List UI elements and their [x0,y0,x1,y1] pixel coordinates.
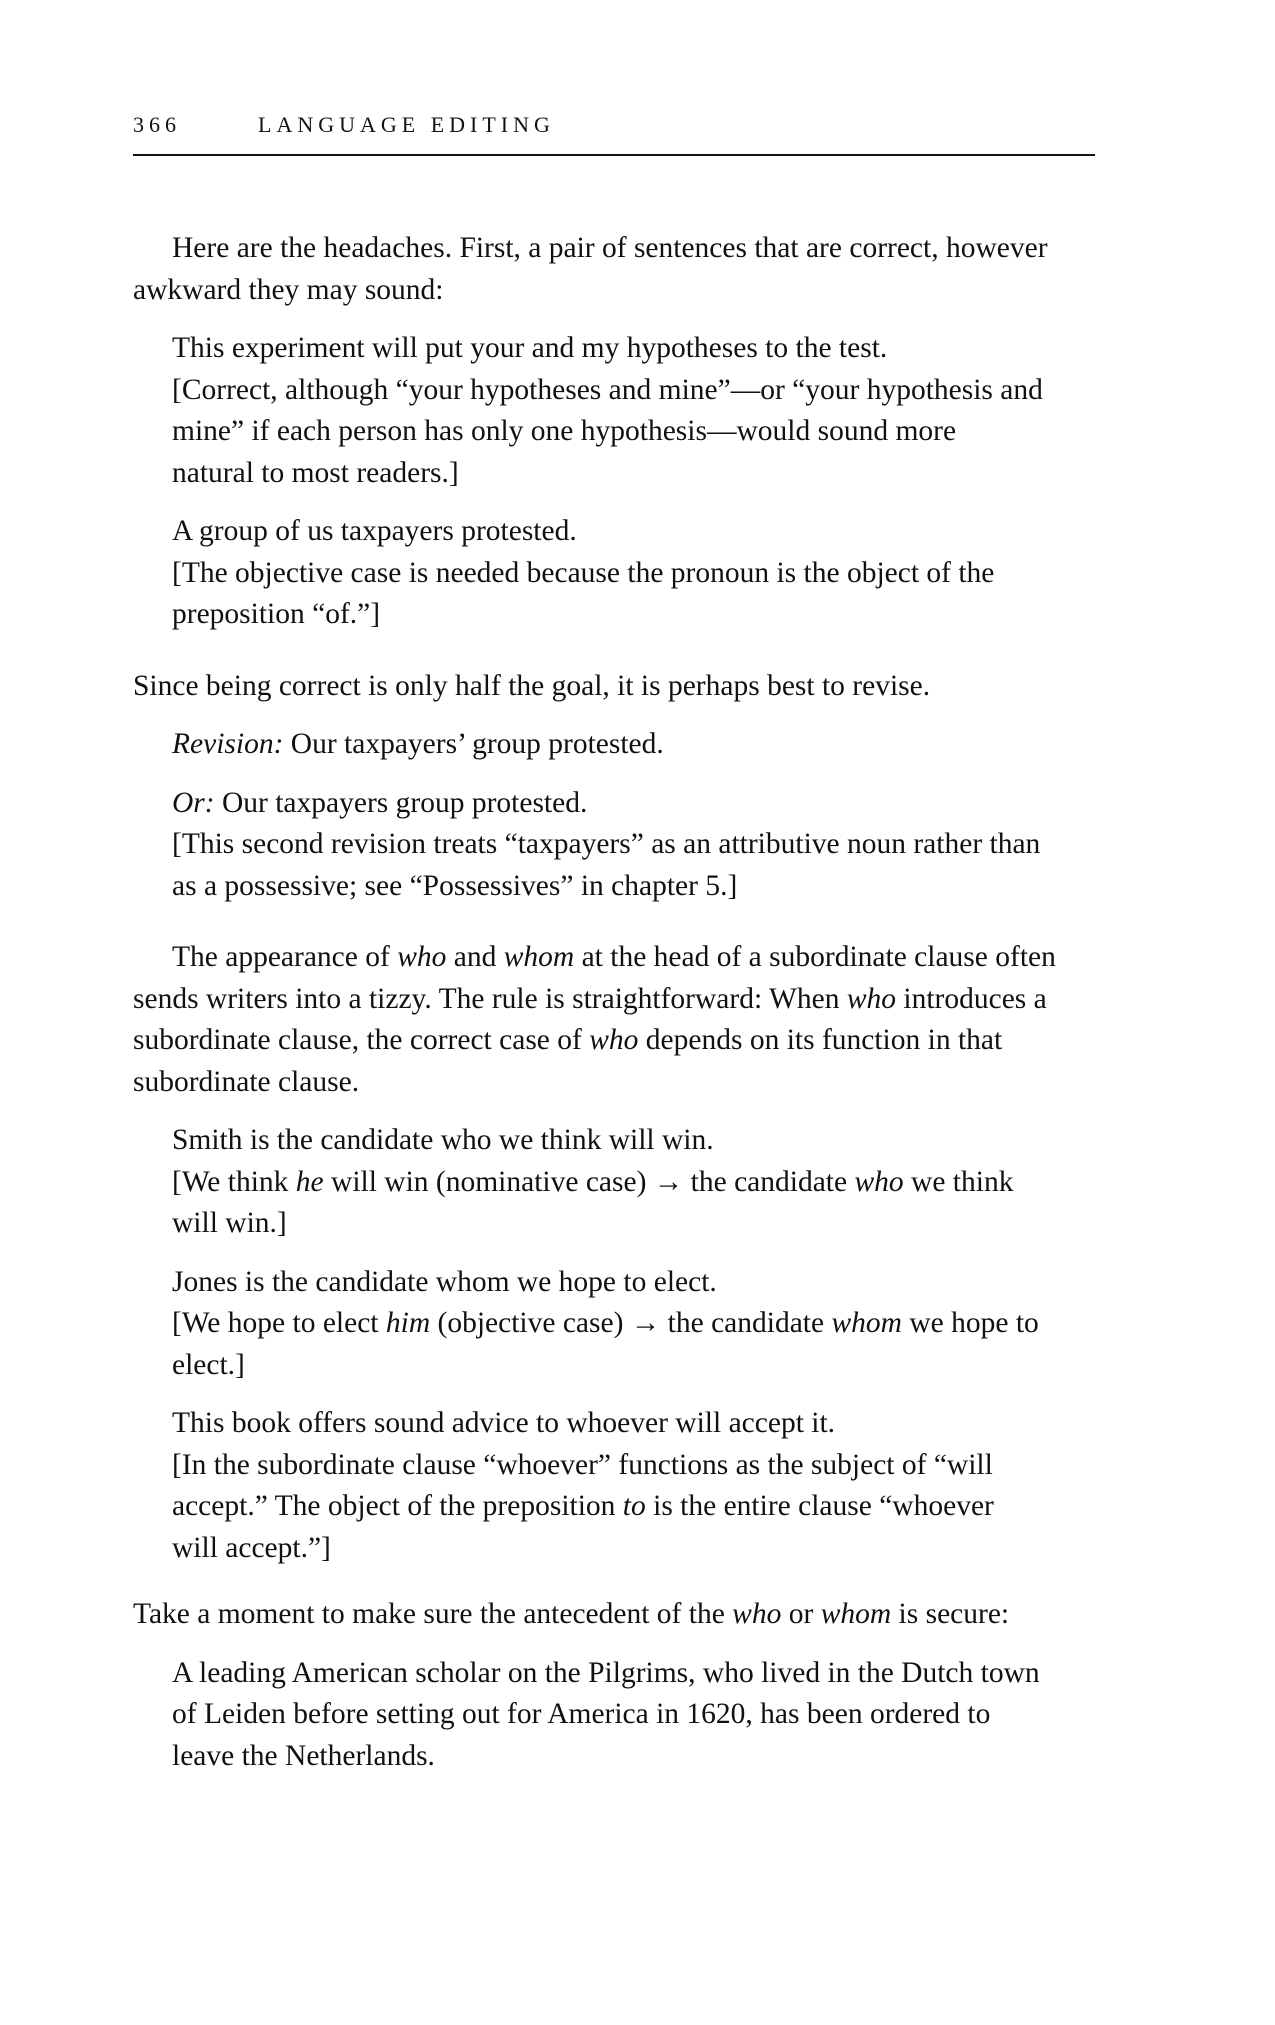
italic-term: whom [820,1598,892,1630]
body-text [133,228,1095,1777]
italic-term: who [846,982,897,1015]
revision-1 [172,724,1045,766]
text-run: Take a moment to make sure the antecedent of the [133,1598,733,1630]
example-whoever [172,1403,1045,1569]
italic-term: to [622,1490,646,1522]
revision-text: Our taxpayers group protested. [214,786,588,819]
page-number: 366 [133,112,181,137]
revision-note: [This second revision treats “taxpayers” as an attributive noun rather than as a possessive; see “Possessives” in chapter 5.] [172,828,1041,902]
example-smith [172,1120,1045,1245]
italic-term: he [295,1165,324,1198]
revision-line [172,724,1045,766]
example-note: [Correct, although “your hypotheses and mine”—or “your hypothesis and mine” if each person has only one hypothesis—would sound more natural to most readers.] [172,373,1043,489]
italic-term: him [385,1307,431,1339]
running-head [133,110,1095,156]
text-run: [In the subordinate clause “whoever” functions as the subject of “will accept.” The object of the preposition [172,1448,993,1522]
paragraph-antecedent [133,1594,1095,1636]
example-note [172,1162,1045,1245]
text-run: (objective case) → the candidate [430,1307,832,1339]
example-taxpayers [172,511,1045,636]
paragraph-intro: Here are the headaches. First, a pair of sentences that are correct, however awkward they may sound: [133,232,1048,306]
text-run: at the head of a subordinate clause often sends writers into a tizzy. The rule is straightforward: When [133,941,1056,1015]
example-note [172,1303,1045,1386]
text-run: depends on its function in that subordinate clause. [133,1024,1003,1098]
revision-text: Our taxpayers’ group protested. [283,728,664,760]
running-head-title: LANGUAGE EDITING [258,112,555,137]
italic-term: who [732,1598,782,1630]
example-sentence: A leading American scholar on the Pilgrims, who lived in the Dutch town of Leiden before setting out for America in 1620, has been ordered to leave the Netherlands. [172,1656,1040,1772]
text-run: or [781,1598,821,1630]
example-pilgrims [172,1653,1045,1778]
italic-term: who [589,1024,639,1056]
italic-term: whom [831,1307,902,1339]
example-hypotheses [172,328,1045,494]
revision-2 [172,783,1045,908]
italic-term: who [397,941,447,973]
text-run: introduces a subordinate clause, the correct case of [133,982,1047,1056]
italic-term: who [854,1165,904,1198]
example-jones [172,1262,1045,1387]
text-run: [We think [172,1165,296,1198]
example-sentence: This book offers sound advice to whoever will accept it. [172,1407,836,1439]
example-sentence: This experiment will put your and my hypotheses to the test. [172,332,888,364]
text-run: will win (nominative case) → the candidate [323,1165,855,1198]
text-run: we hope to elect.] [172,1307,1039,1381]
text-run: is secure: [891,1598,1010,1630]
revision-label: Revision: [172,728,284,760]
paragraph-who-whom [133,937,1095,1103]
example-sentence: Smith is the candidate who we think will win. [172,1124,714,1156]
text-run: [We hope to elect [172,1307,386,1339]
example-note: [The objective case is needed because the pronoun is the object of the preposition “of.”] [172,556,995,630]
revision-line [172,783,1045,825]
example-sentence: Jones is the candidate whom we hope to elect. [172,1265,717,1298]
example-note [172,1445,1045,1570]
text-run: The appearance of [172,941,398,973]
revision-label: Or: [172,786,215,819]
text-run: we think will win.] [172,1165,1014,1239]
example-sentence: A group of us taxpayers protested. [172,515,577,547]
italic-term: whom [503,941,575,973]
text-run: is the entire clause “whoever will accept.”] [172,1490,994,1564]
paragraph-revise: Since being correct is only half the goal, it is perhaps best to revise. [133,669,931,702]
text-run: and [446,941,504,973]
